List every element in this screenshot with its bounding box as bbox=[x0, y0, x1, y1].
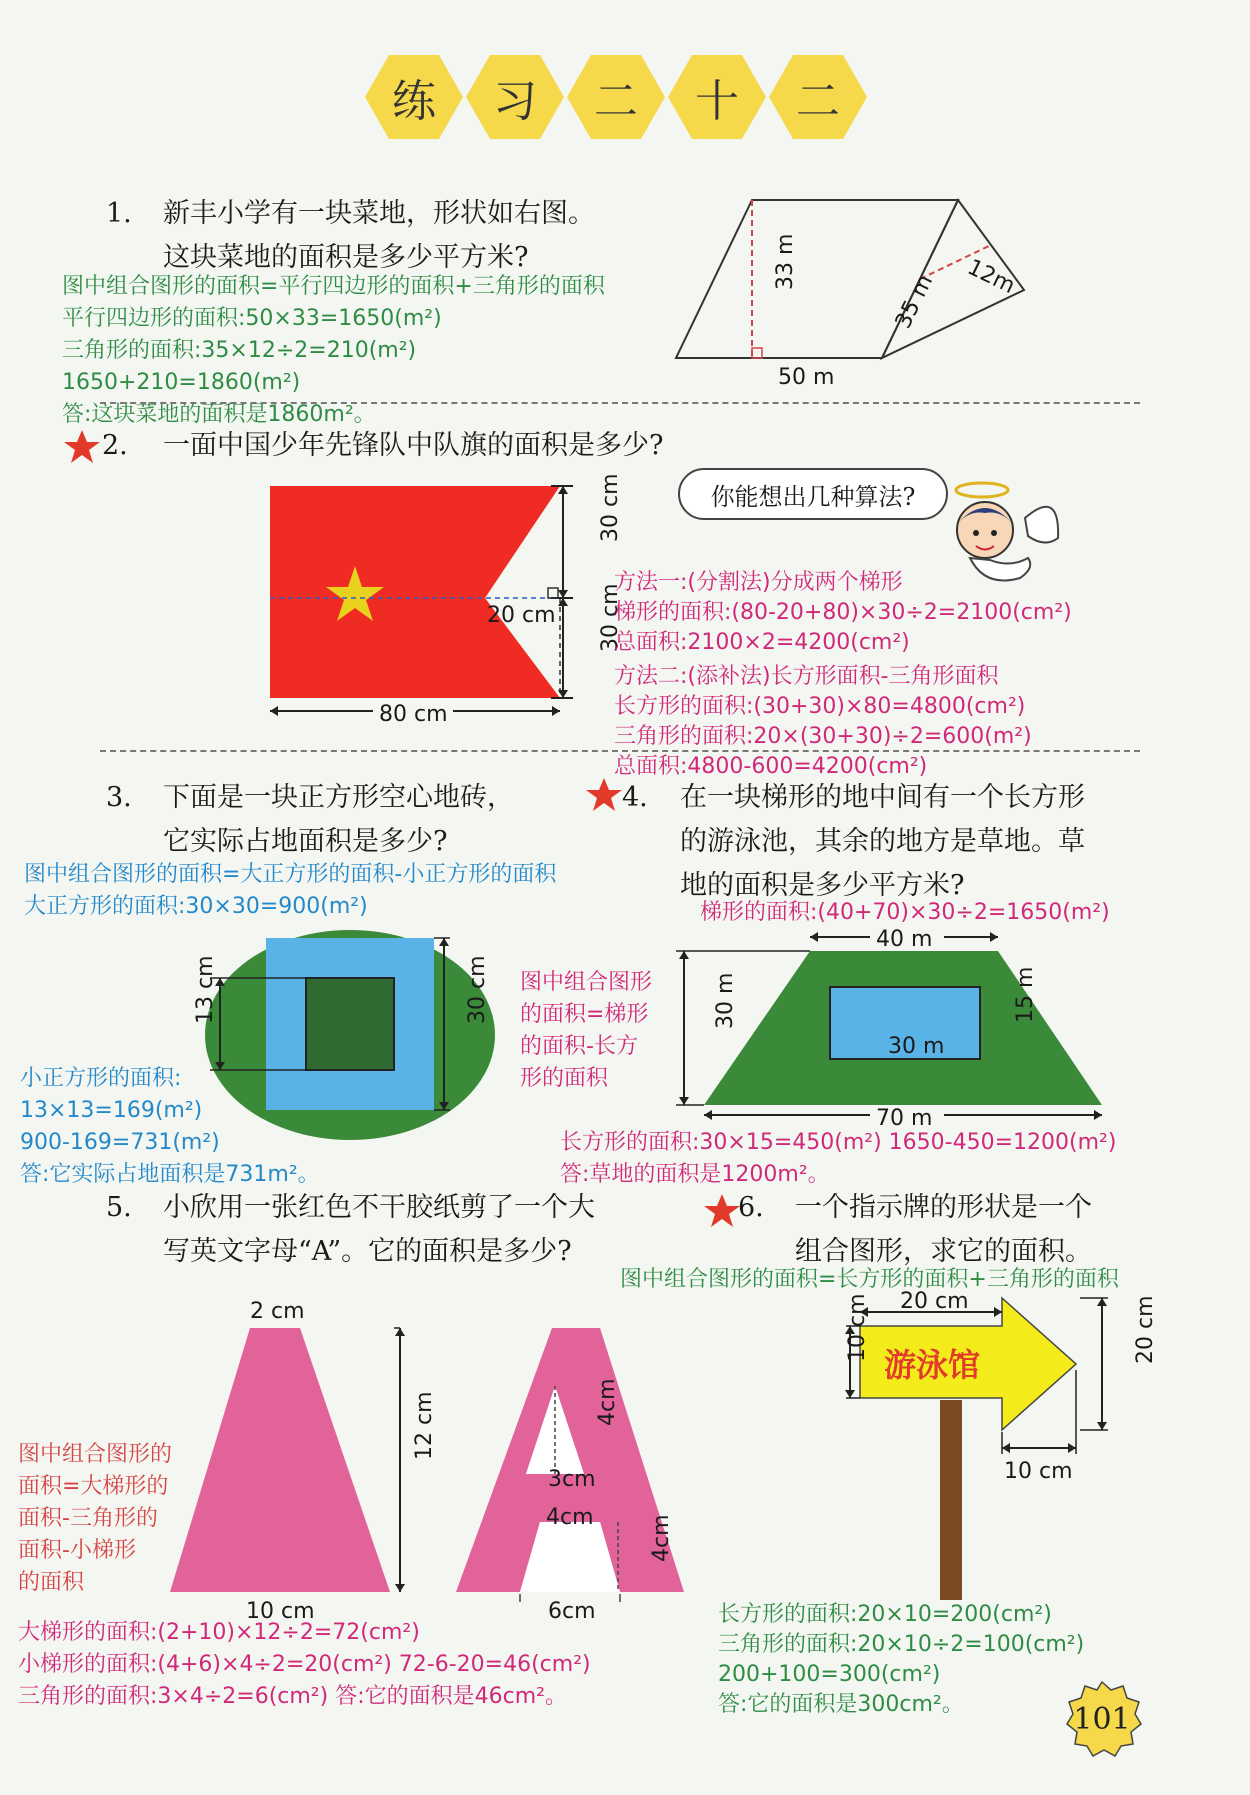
q2-speech-bubble bbox=[678, 468, 948, 520]
q5-label-small-height: 4cm bbox=[649, 1514, 674, 1562]
title-hex bbox=[668, 55, 766, 139]
title-char: 练 bbox=[392, 76, 436, 127]
q5-answer-2: 小梯形的面积:(4+6)×4÷2=20(cm²) 72-6-20=46(cm²) bbox=[18, 1652, 591, 1677]
q3-tile-figure bbox=[160, 920, 505, 1140]
title-char: 二 bbox=[594, 76, 638, 127]
q3-answer-bottom-4: 答:它实际占地面积是731m²。 bbox=[20, 1162, 320, 1187]
q2-answer-5: 长方形的面积:(30+30)×80=4800(cm²) bbox=[614, 694, 1026, 719]
q1-answer-5: 答:这块菜地的面积是1860m²。 bbox=[62, 402, 376, 427]
q2-flag-figure bbox=[255, 473, 623, 728]
q2-label-top: 30 cm bbox=[598, 473, 623, 542]
q6-label-total-height: 20 cm bbox=[1133, 1295, 1158, 1364]
q4-answer-top: 梯形的面积:(40+70)×30÷2=1650(m²) bbox=[700, 900, 1110, 925]
q5-note-2: 面积=大梯形的 bbox=[18, 1474, 169, 1499]
q4-note-4: 形的面积 bbox=[520, 1066, 609, 1091]
page-number-badge bbox=[1063, 1680, 1141, 1758]
q4-answer-bottom-2: 答:草地的面积是1200m²。 bbox=[560, 1162, 830, 1187]
q2-answer-1: 方法一:(分割法)分成两个梯形 bbox=[614, 570, 903, 595]
title-hex bbox=[567, 55, 665, 139]
q5-note-3: 面积-三角形的 bbox=[18, 1506, 158, 1531]
title-char: 十 bbox=[695, 76, 739, 127]
q1-line1: 新丰小学有一块菜地，形状如右图。 bbox=[163, 198, 595, 229]
q1-answer-3: 三角形的面积:35×12÷2=210(m²) bbox=[62, 338, 417, 363]
q4-note-3: 的面积-长方 bbox=[520, 1034, 638, 1059]
q1-line2: 这块菜地的面积是多少平方米? bbox=[163, 242, 529, 273]
q5-number: 5. bbox=[106, 1192, 132, 1223]
q6-sign-figure bbox=[810, 1289, 1158, 1610]
q4-trapezoid-figure bbox=[670, 925, 1110, 1130]
q4-note-2: 的面积=梯形 bbox=[520, 1002, 649, 1027]
q2-answer-3: 总面积:2100×2=4200(cm²) bbox=[614, 630, 910, 655]
q4-line2: 的游泳池，其余的地方是草地。草 bbox=[680, 826, 1085, 857]
q1-label-side: 35 m bbox=[890, 270, 939, 333]
q5-label-bottom: 10 cm bbox=[246, 1599, 315, 1624]
q3-answer-bottom-2: 13×13=169(m²) bbox=[20, 1098, 203, 1123]
q5-label-height: 12 cm bbox=[412, 1391, 437, 1460]
q6-sign-text: 游泳馆 bbox=[884, 1346, 981, 1384]
q5-letter-a-figure bbox=[150, 1290, 690, 1624]
divider bbox=[100, 750, 1140, 752]
q6-label-rect-height: 10 cm bbox=[845, 1293, 870, 1362]
q6-label-width: 20 cm bbox=[900, 1289, 969, 1314]
title-hex bbox=[769, 55, 867, 139]
q2-answer-4: 方法二:(添补法)长方形面积-三角形面积 bbox=[614, 664, 999, 689]
q1-answer-1: 图中组合图形的面积=平行四边形的面积+三角形的面积 bbox=[62, 274, 605, 299]
q6-number: 6. bbox=[738, 1192, 764, 1223]
q3-answer-bottom-1: 小正方形的面积: bbox=[20, 1066, 182, 1091]
q3-answer-bottom-3: 900-169=731(m²) bbox=[20, 1130, 220, 1155]
q5-answer-1: 大梯形的面积:(2+10)×12÷2=72(cm²) bbox=[18, 1620, 420, 1645]
q4-label-bottom: 70 m bbox=[876, 1106, 933, 1131]
q4-label-pool-height: 15 m bbox=[1013, 966, 1038, 1023]
q5-label-top: 2 cm bbox=[250, 1299, 305, 1324]
q1-label-height: 33 m bbox=[773, 233, 798, 290]
q6-line2: 组合图形，求它的面积。 bbox=[795, 1236, 1092, 1267]
q1-answer-2: 平行四边形的面积:50×33=1650(m²) bbox=[62, 306, 442, 331]
q3-label-inner: 13 cm bbox=[193, 955, 218, 1024]
q2-bubble-text: 你能想出几种算法? bbox=[710, 482, 916, 511]
q4-line3: 地的面积是多少平方米? bbox=[680, 870, 965, 901]
q3-line2: 它实际占地面积是多少? bbox=[163, 826, 448, 857]
q2-question: 一面中国少年先锋队中队旗的面积是多少? bbox=[163, 430, 664, 461]
divider bbox=[100, 402, 1140, 404]
angel-cartoon-icon bbox=[940, 478, 1070, 598]
q2-answer-7: 总面积:4800-600=4200(cm²) bbox=[614, 754, 928, 779]
q2-label-notch: 20 cm bbox=[487, 603, 556, 628]
title-hex bbox=[365, 55, 463, 139]
q2-answer-6: 三角形的面积:20×(30+30)÷2=600(m²) bbox=[614, 724, 1032, 749]
q1-label-base: 50 m bbox=[778, 365, 835, 390]
q4-answer-bottom-1: 长方形的面积:30×15=450(m²) 1650-450=1200(m²) bbox=[560, 1130, 1117, 1155]
q3-answer-top-1: 图中组合图形的面积=大正方形的面积-小正方形的面积 bbox=[24, 862, 557, 887]
q1-number: 1. bbox=[106, 198, 132, 229]
q2-label-bottom: 30 cm bbox=[598, 583, 623, 652]
q5-label-small-bottom: 6cm bbox=[548, 1599, 596, 1624]
q5-label-tri-height: 4cm bbox=[595, 1378, 620, 1426]
q1-answer-4: 1650+210=1860(m²) bbox=[62, 370, 301, 395]
q3-number: 3. bbox=[106, 782, 132, 813]
q4-line1: 在一块梯形的地中间有一个长方形 bbox=[680, 782, 1085, 813]
q4-note-1: 图中组合图形 bbox=[520, 970, 653, 995]
q4-label-top: 40 m bbox=[876, 927, 933, 952]
q5-label-tri-base: 3cm bbox=[548, 1467, 596, 1492]
q6-label-tri-width: 10 cm bbox=[1004, 1459, 1073, 1484]
q5-note-5: 的面积 bbox=[18, 1570, 85, 1595]
q1-label-tri-height: 12m bbox=[963, 254, 1019, 300]
title-char: 习 bbox=[493, 76, 537, 127]
q2-answer-2: 梯形的面积:(80-20+80)×30÷2=2100(cm²) bbox=[614, 600, 1072, 625]
q2-label-width: 80 cm bbox=[379, 702, 448, 727]
q3-label-outer: 30 cm bbox=[465, 955, 490, 1024]
q6-answer-2: 三角形的面积:20×10÷2=100(cm²) bbox=[718, 1632, 1085, 1657]
title-banner bbox=[0, 0, 1250, 150]
q3-answer-top-2: 大正方形的面积:30×30=900(m²) bbox=[24, 894, 368, 919]
q5-line1: 小欣用一张红色不干胶纸剪了一个大 bbox=[163, 1192, 595, 1223]
page-number: 101 bbox=[1073, 1701, 1131, 1737]
q6-answer-4: 答:它的面积是300cm²。 bbox=[718, 1692, 964, 1717]
q5-label-small-top: 4cm bbox=[546, 1505, 594, 1530]
star-icon bbox=[702, 1192, 742, 1230]
q2-number: 2. bbox=[102, 430, 128, 461]
q5-note-1: 图中组合图形的 bbox=[18, 1442, 173, 1467]
q4-label-pool-width: 30 m bbox=[888, 1034, 945, 1059]
q6-answer-1: 长方形的面积:20×10=200(cm²) bbox=[718, 1602, 1052, 1627]
title-char: 二 bbox=[796, 76, 840, 127]
q4-label-height: 30 m bbox=[713, 972, 738, 1029]
q6-answer-3: 200+100=300(cm²) bbox=[718, 1662, 941, 1687]
q1-parallelogram-figure bbox=[660, 190, 1040, 390]
q5-answer-3: 三角形的面积:3×4÷2=6(cm²) 答:它的面积是46cm²。 bbox=[18, 1684, 567, 1709]
q6-line1: 一个指示牌的形状是一个 bbox=[795, 1192, 1092, 1223]
star-icon bbox=[62, 428, 102, 466]
q5-line2: 写英文字母“A”。它的面积是多少? bbox=[163, 1236, 572, 1267]
q3-line1: 下面是一块正方形空心地砖， bbox=[163, 782, 514, 813]
title-hex bbox=[466, 55, 564, 139]
q5-note-4: 面积-小梯形 bbox=[18, 1538, 136, 1563]
q4-number: 4. bbox=[622, 782, 648, 813]
star-icon bbox=[584, 776, 624, 814]
q6-answer-top: 图中组合图形的面积=长方形的面积+三角形的面积 bbox=[620, 1267, 1119, 1292]
